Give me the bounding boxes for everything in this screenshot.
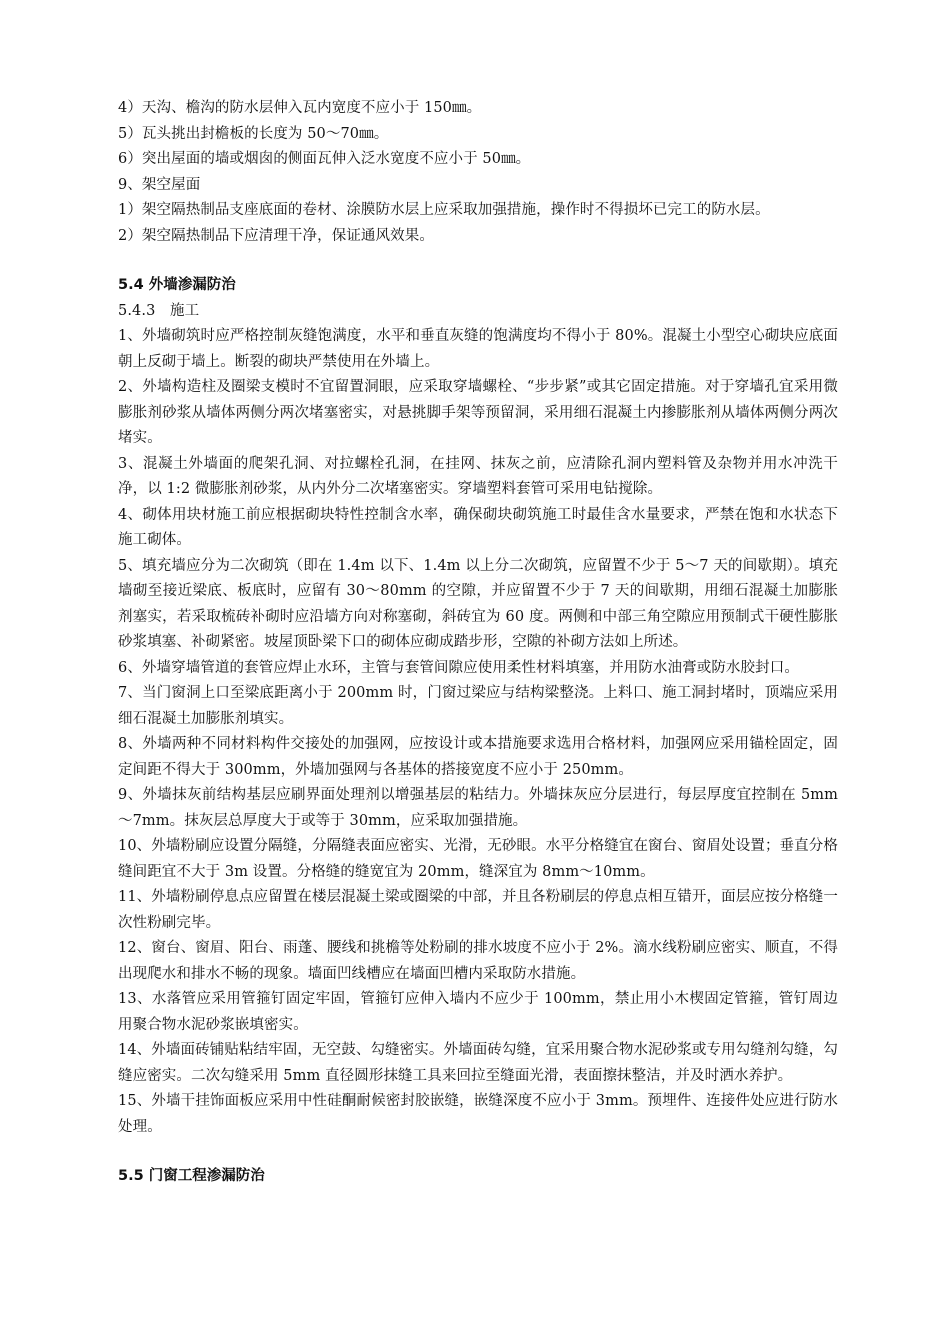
clause-14: 14、外墙面砖铺贴粘结牢固，无空鼓、勾缝密实。外墙面砖勾缝，宜采用聚合物水泥砂浆或专用勾缝剂勾缝，勾缝应密实。二次勾缝采用 5mm 直径圆形抹缝工具来回拉至缝面光滑，表面擦抹整洁，并及时洒水养护。 — [118, 1042, 838, 1084]
paragraph-item-9-2: 2）架空隔热制品下应清理干净，保证通风效果。 — [118, 227, 434, 244]
clause-3: 3、混凝土外墙面的爬架孔洞、对拉螺栓孔洞，在挂网、抹灰之前，应清除孔洞内塑料管及杂物并用水冲洗干净，以 1:2 微膨胀剂砂浆，从内外分二次堵塞密实。穿墙塑料套管可采用电钻搅除。 — [118, 455, 838, 497]
clause-8: 8、外墙两种不同材料构件交接处的加强网，应按设计或本措施要求选用合格材料，加强网应采用锚栓固定，固定间距不得大于 300mm，外墙加强网与各基体的搭接宽度不应小于 250mm。 — [118, 736, 838, 778]
clause-9: 9、外墙抹灰前结构基层应刷界面处理剂以增强基层的粘结力。外墙抹灰应分层进行，每层厚度宜控制在 5mm～7mm。抹灰层总厚度大于或等于 30mm，应采取加强措施。 — [118, 787, 838, 829]
clause-7: 7、当门窗洞上口至梁底距离小于 200mm 时，门窗过梁应与结构梁整浇。上料口、施工洞封堵时，顶端应采用细石混凝土加膨胀剂填实。 — [118, 685, 838, 727]
paragraph-item-6: 6）突出屋面的墙或烟囱的侧面瓦伸入泛水宽度不应小于 50㎜。 — [118, 151, 531, 167]
clause-2: 2、外墙构造柱及圈梁支模时不宜留置洞眼，应采取穿墙螺栓、“步步紧”或其它固定措施。对于穿墙孔宜采用微膨胀剂砂浆从墙体两侧分两次堵塞密实，对悬挑脚手架等预留洞，采用细石混凝土内掺膨胀剂从墙体两侧分两次堵实。 — [118, 379, 838, 446]
clause-13: 13、水落管应采用管箍钉固定牢固，管箍钉应伸入墙内不应少于 100mm，禁止用小木楔固定管箍，管钉周边用聚合物水泥砂浆嵌填密实。 — [118, 991, 838, 1033]
clause-6: 6、外墙穿墙管道的套管应焊止水环，主管与套管间隙应使用柔性材料填塞，并用防水油膏或防水胶封口。 — [118, 659, 799, 676]
clause-12: 12、窗台、窗眉、阳台、雨蓬、腰线和挑檐等处粉刷的排水坡度不应小于 2%。滴水线粉刷应密实、顺直，不得出现爬水和排水不畅的现象。墙面凹线槽应在墙面凹槽内采取防水措施。 — [118, 940, 838, 982]
clause-5: 5、填充墙应分为二次砌筑（即在 1.4m 以下、1.4m 以上分二次砌筑，应留置不少于 5～7 天的间歇期）。填充墙砌至接近梁底、板底时，应留有 30～80mm 的空隙，并应留置不少于 7 天的间歇期，用细石混凝土加膨胀剂塞实，若采取梳砖补砌时应沿墙方向对称塞砌，斜砖宜为 60 度。两侧和中部三角空隙应用预制式干硬性膨胀砂浆填塞、补砌紧密。坡屋顶卧梁下口的砌体应砌成踏步形，空隙的补砌方法如上所述。 — [118, 557, 838, 650]
paragraph-item-4: 4）天沟、檐沟的防水层伸入瓦内宽度不应小于 150㎜。 — [118, 100, 482, 116]
section-heading-5-4: 5.4 外墙渗漏防治 — [118, 277, 236, 293]
section-heading-5-5: 5.5 门窗工程渗漏防治 — [118, 1168, 265, 1184]
paragraph-item-5: 5）瓦头挑出封檐板的长度为 50～70㎜。 — [118, 125, 389, 142]
clause-4: 4、砌体用块材施工前应根据砌块特性控制含水率，确保砌块砌筑施工时最佳含水量要求，严禁在饱和水状态下施工砌体。 — [118, 506, 838, 548]
clause-11: 11、外墙粉刷停息点应留置在楼层混凝土梁或圈梁的中部，并且各粉刷层的停息点相互错开，面层应按分格缝一次性粉刷完毕。 — [118, 889, 838, 931]
subsection-heading-5-4-3: 5.4.3 施工 — [118, 302, 200, 319]
clause-1: 1、外墙砌筑时应严格控制灰缝饱满度，水平和垂直灰缝的饱满度均不得小于 80%。混凝土小型空心砌块应底面朝上反砌于墙上。断裂的砌块严禁使用在外墙上。 — [118, 328, 838, 370]
paragraph-item-9: 9、架空屋面 — [118, 176, 201, 193]
paragraph-item-9-1: 1）架空隔热制品支座底面的卷材、涂膜防水层上应采取加强措施，操作时不得损坏已完工的防水层。 — [118, 202, 770, 218]
clause-15: 15、外墙干挂饰面板应采用中性硅酮耐候密封胶嵌缝，嵌缝深度不应小于 3mm。预埋件、连接件处应进行防水处理。 — [118, 1093, 838, 1135]
clause-10: 10、外墙粉刷应设置分隔缝，分隔缝表面应密实、光滑，无砂眼。水平分格缝宜在窗台、窗眉处设置；垂直分格缝间距宜不大于 3m 设置。分格缝的缝宽宜为 20mm，缝深宜为 8mm～10mm。 — [118, 838, 838, 880]
